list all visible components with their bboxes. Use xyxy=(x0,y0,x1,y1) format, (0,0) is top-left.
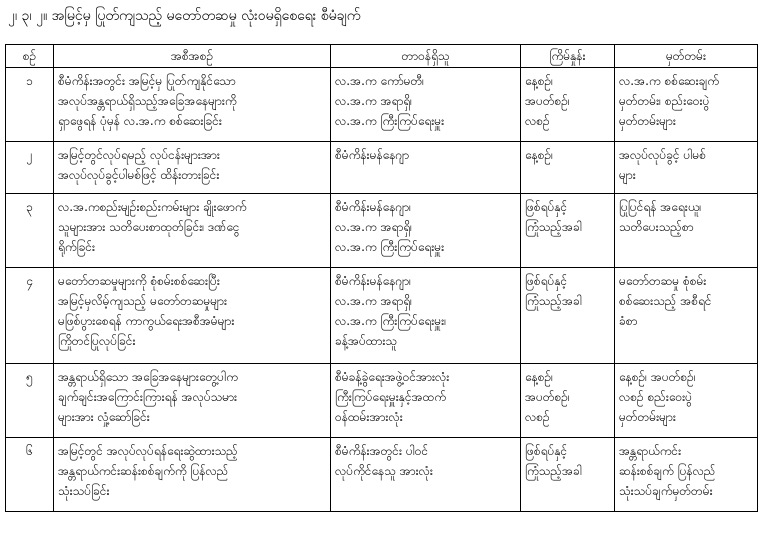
record-line: သုံးသပ်ချက်မှတ်တမ်း xyxy=(619,484,713,498)
plan-line: ရှာဖွေရန် ပုံမှန် လ.အ.က စစ်ဆေးခြင်း xyxy=(58,114,222,128)
freq-line: နေ့စဉ်၊ xyxy=(525,148,554,162)
freq-line: အပတ်စဉ်၊ xyxy=(525,94,570,108)
record-line: လစဉ် စည်းဝေးပွဲ xyxy=(619,390,693,404)
plan-line: အမြင့်တွင် အလုပ်လုပ်ရန်ရေးဆွဲထားသည့် xyxy=(58,444,238,458)
cell-plan xyxy=(54,268,331,364)
record-line: လ.အ.က စစ်ဆေးချက် xyxy=(619,74,720,88)
resp-line: စီမံကိန်းအတွင်း ပါဝင် xyxy=(335,444,429,458)
document-heading: ၂၊ ၃၊ ၂။ အမြင့်မှ ပြုတ်ကျသည့် မတော်တဆမှု လုံးဝမရှိစေရေး စီမံချက် xyxy=(8,8,361,24)
cell-record xyxy=(615,68,758,142)
record-line: များ xyxy=(619,168,636,182)
plan-line: ရိုက်ခြင်း xyxy=(58,240,96,254)
resp-line: စီမံကိန်းမန်နေဂျာ xyxy=(335,148,410,162)
cell-plan xyxy=(54,68,331,142)
plan-line: လ.အ.ကစည်းမျဉ်းစည်းကမ်းများ ချိုးဖောက် xyxy=(58,200,247,214)
cell-resp xyxy=(331,68,521,142)
plan-line: အမြင့်တွင်လုပ်ရမည့် လုပ်ငန်းများအား xyxy=(58,148,220,162)
resp-line: ခန့်အပ်ထားသူ xyxy=(335,334,398,348)
resp-line: လ.အ.က အရာရှိ၊ xyxy=(335,94,413,108)
plan-line: အလုပ်လုပ်ခွင့်ပါမစ်ဖြင့် ထိန်းတားခြင်း xyxy=(58,168,220,182)
row-number: ၅ xyxy=(6,364,54,438)
resp-line: လ.အ.က အရာရှိ၊ xyxy=(335,294,413,308)
row-number: ၂ xyxy=(6,142,54,194)
plan-line: သူများအား သတိပေးစာထုတ်ခြင်း၊ ဒဏ်ငွေ xyxy=(58,220,240,234)
cell-record xyxy=(615,142,758,194)
resp-line: လ.အ.က ကော်မတီ၊ xyxy=(335,74,425,88)
resp-line: လ.အ.က ကြီးကြပ်ရေးမှူး xyxy=(335,114,445,128)
plan-line: သုံးသပ်ခြင်း xyxy=(58,484,110,498)
record-line: အလုပ်လုပ်ခွင့် ပါမစ် xyxy=(619,148,706,162)
row-number: ၁ xyxy=(6,68,54,142)
cell-freq xyxy=(521,268,615,364)
cell-freq xyxy=(521,142,615,194)
table-header-row xyxy=(6,45,758,68)
freq-line: လစဉ် xyxy=(525,114,550,128)
cell-freq xyxy=(521,194,615,268)
cell-record xyxy=(615,438,758,512)
row-number: ၃ xyxy=(6,194,54,268)
table-row xyxy=(6,68,758,142)
resp-line: လ.အ.က ကြီးကြပ်ရေးမှူး xyxy=(335,240,445,254)
freq-line: ကြုံသည့်အခါ xyxy=(525,220,582,234)
resp-line: စီမံကိန်းမန်နေဂျာ၊ xyxy=(335,274,411,288)
plan-line: ချက်ချင်းအကြောင်းကြားရန် အလုပ်သမား xyxy=(58,390,238,404)
cell-resp xyxy=(331,438,521,512)
cell-freq xyxy=(521,438,615,512)
resp-line: လ.အ.က ကြီးကြပ်ရေးမှူး၊ xyxy=(335,314,447,328)
record-line: ပြုပြင်ရန် အရေးယူ၊ xyxy=(619,200,702,214)
record-line: မှတ်တမ်းများ xyxy=(619,410,676,424)
plan-line: စီမံကိန်းအတွင်း အမြင့်မှ ပြုတ်ကျနိုင်သော xyxy=(58,74,236,88)
cell-freq xyxy=(521,364,615,438)
table-row xyxy=(6,142,758,194)
header-record: မှတ်တမ်း xyxy=(615,45,758,68)
record-line: မတော်တဆမှု စုံစမ်း xyxy=(619,274,707,288)
cell-resp xyxy=(331,194,521,268)
cell-plan xyxy=(54,194,331,268)
freq-line: ဖြစ်ရပ်နှင့် xyxy=(525,200,568,214)
resp-line: ကြီးကြပ်ရေးမှူးနှင့်အထက် xyxy=(335,390,446,404)
cell-plan xyxy=(54,438,331,512)
table-row xyxy=(6,194,758,268)
freq-line: အပတ်စဉ်၊ xyxy=(525,390,570,404)
plan-line: အန္တရာယ်ရှိသော အခြေအနေများတွေ့ပါက xyxy=(58,370,238,384)
freq-line: ကြုံသည့်အခါ xyxy=(525,294,582,308)
plan-line: မတော်တဆမှုများကို စုံစမ်းစစ်ဆေးပြီး xyxy=(58,274,220,288)
resp-line: စီမံခန့်ခွဲရေးအဖွဲ့ဝင်အားလုံး xyxy=(335,370,450,384)
cell-plan xyxy=(54,142,331,194)
record-line: နေ့စဉ်၊ အပတ်စဉ်၊ xyxy=(619,370,696,384)
freq-line: ဖြစ်ရပ်နှင့် xyxy=(525,274,568,288)
cell-resp xyxy=(331,364,521,438)
cell-record xyxy=(615,364,758,438)
plan-line: အန္တရာယ်ကင်းဆန်းစစ်ချက်ကို ပြန်လည် xyxy=(58,464,229,478)
header-plan: အစီအစဉ် xyxy=(54,45,331,68)
record-line: စစ်ဆေးသည့် အစီရင် xyxy=(619,294,712,308)
header-responsible: တာဝန်ရှိသူ xyxy=(331,45,521,68)
cell-resp xyxy=(331,268,521,364)
record-line: မှတ်တမ်းများ xyxy=(619,114,676,128)
record-line: ခံစာ xyxy=(619,314,638,328)
row-number: ၆ xyxy=(6,438,54,512)
cell-plan xyxy=(54,364,331,438)
cell-freq xyxy=(521,68,615,142)
resp-line: ဝန်ထမ်းအားလုံး xyxy=(335,410,403,424)
record-line: အန္တရာယ်ကင်း xyxy=(619,444,682,458)
plan-line: ကြိုတင်ပြုလုပ်ခြင်း xyxy=(58,334,136,348)
resp-line: စီမံကိန်းမန်နေဂျာ၊ xyxy=(335,200,411,214)
plan-line: အမြင့်မှလိမ့်ကျသည့် မတော်တဆမှုများ xyxy=(58,294,228,308)
table-row xyxy=(6,268,758,364)
record-line: ဆန်းစစ်ချက် ပြန်လည် xyxy=(619,464,716,478)
cell-record xyxy=(615,194,758,268)
plan-line: များအား လှုံ့ဆော်ခြင်း xyxy=(58,410,150,424)
freq-line: နေ့စဉ်၊ xyxy=(525,74,554,88)
plan-line: မဖြစ်ပွားစေရန် ကာကွယ်ရေးအစီအမံများ xyxy=(58,314,235,328)
resp-line: လုပ်ကိုင်နေသူ အားလုံး xyxy=(335,464,433,478)
record-line: သတိပေးသည့်စာ xyxy=(619,220,694,234)
cell-record xyxy=(615,268,758,364)
plan-table xyxy=(5,44,758,512)
table-row xyxy=(6,364,758,438)
record-line: မှတ်တမ်း၊ စည်းဝေးပွဲ xyxy=(619,94,710,108)
freq-line: နေ့စဉ်၊ xyxy=(525,370,554,384)
resp-line: လ.အ.က အရာရှိ၊ xyxy=(335,220,413,234)
header-frequency: ကြိမ်နှုန်း xyxy=(521,45,615,68)
freq-line: လစဉ် xyxy=(525,410,550,424)
plan-line: အလုပ်အန္တရာယ်ရှိသည့်အခြေအနေများကို xyxy=(58,94,237,108)
freq-line: ဖြစ်ရပ်နှင့် xyxy=(525,444,568,458)
cell-resp xyxy=(331,142,521,194)
row-number: ၄ xyxy=(6,268,54,364)
freq-line: ကြုံသည့်အခါ xyxy=(525,464,582,478)
table-row xyxy=(6,438,758,512)
header-no: စဉ် xyxy=(6,45,54,68)
